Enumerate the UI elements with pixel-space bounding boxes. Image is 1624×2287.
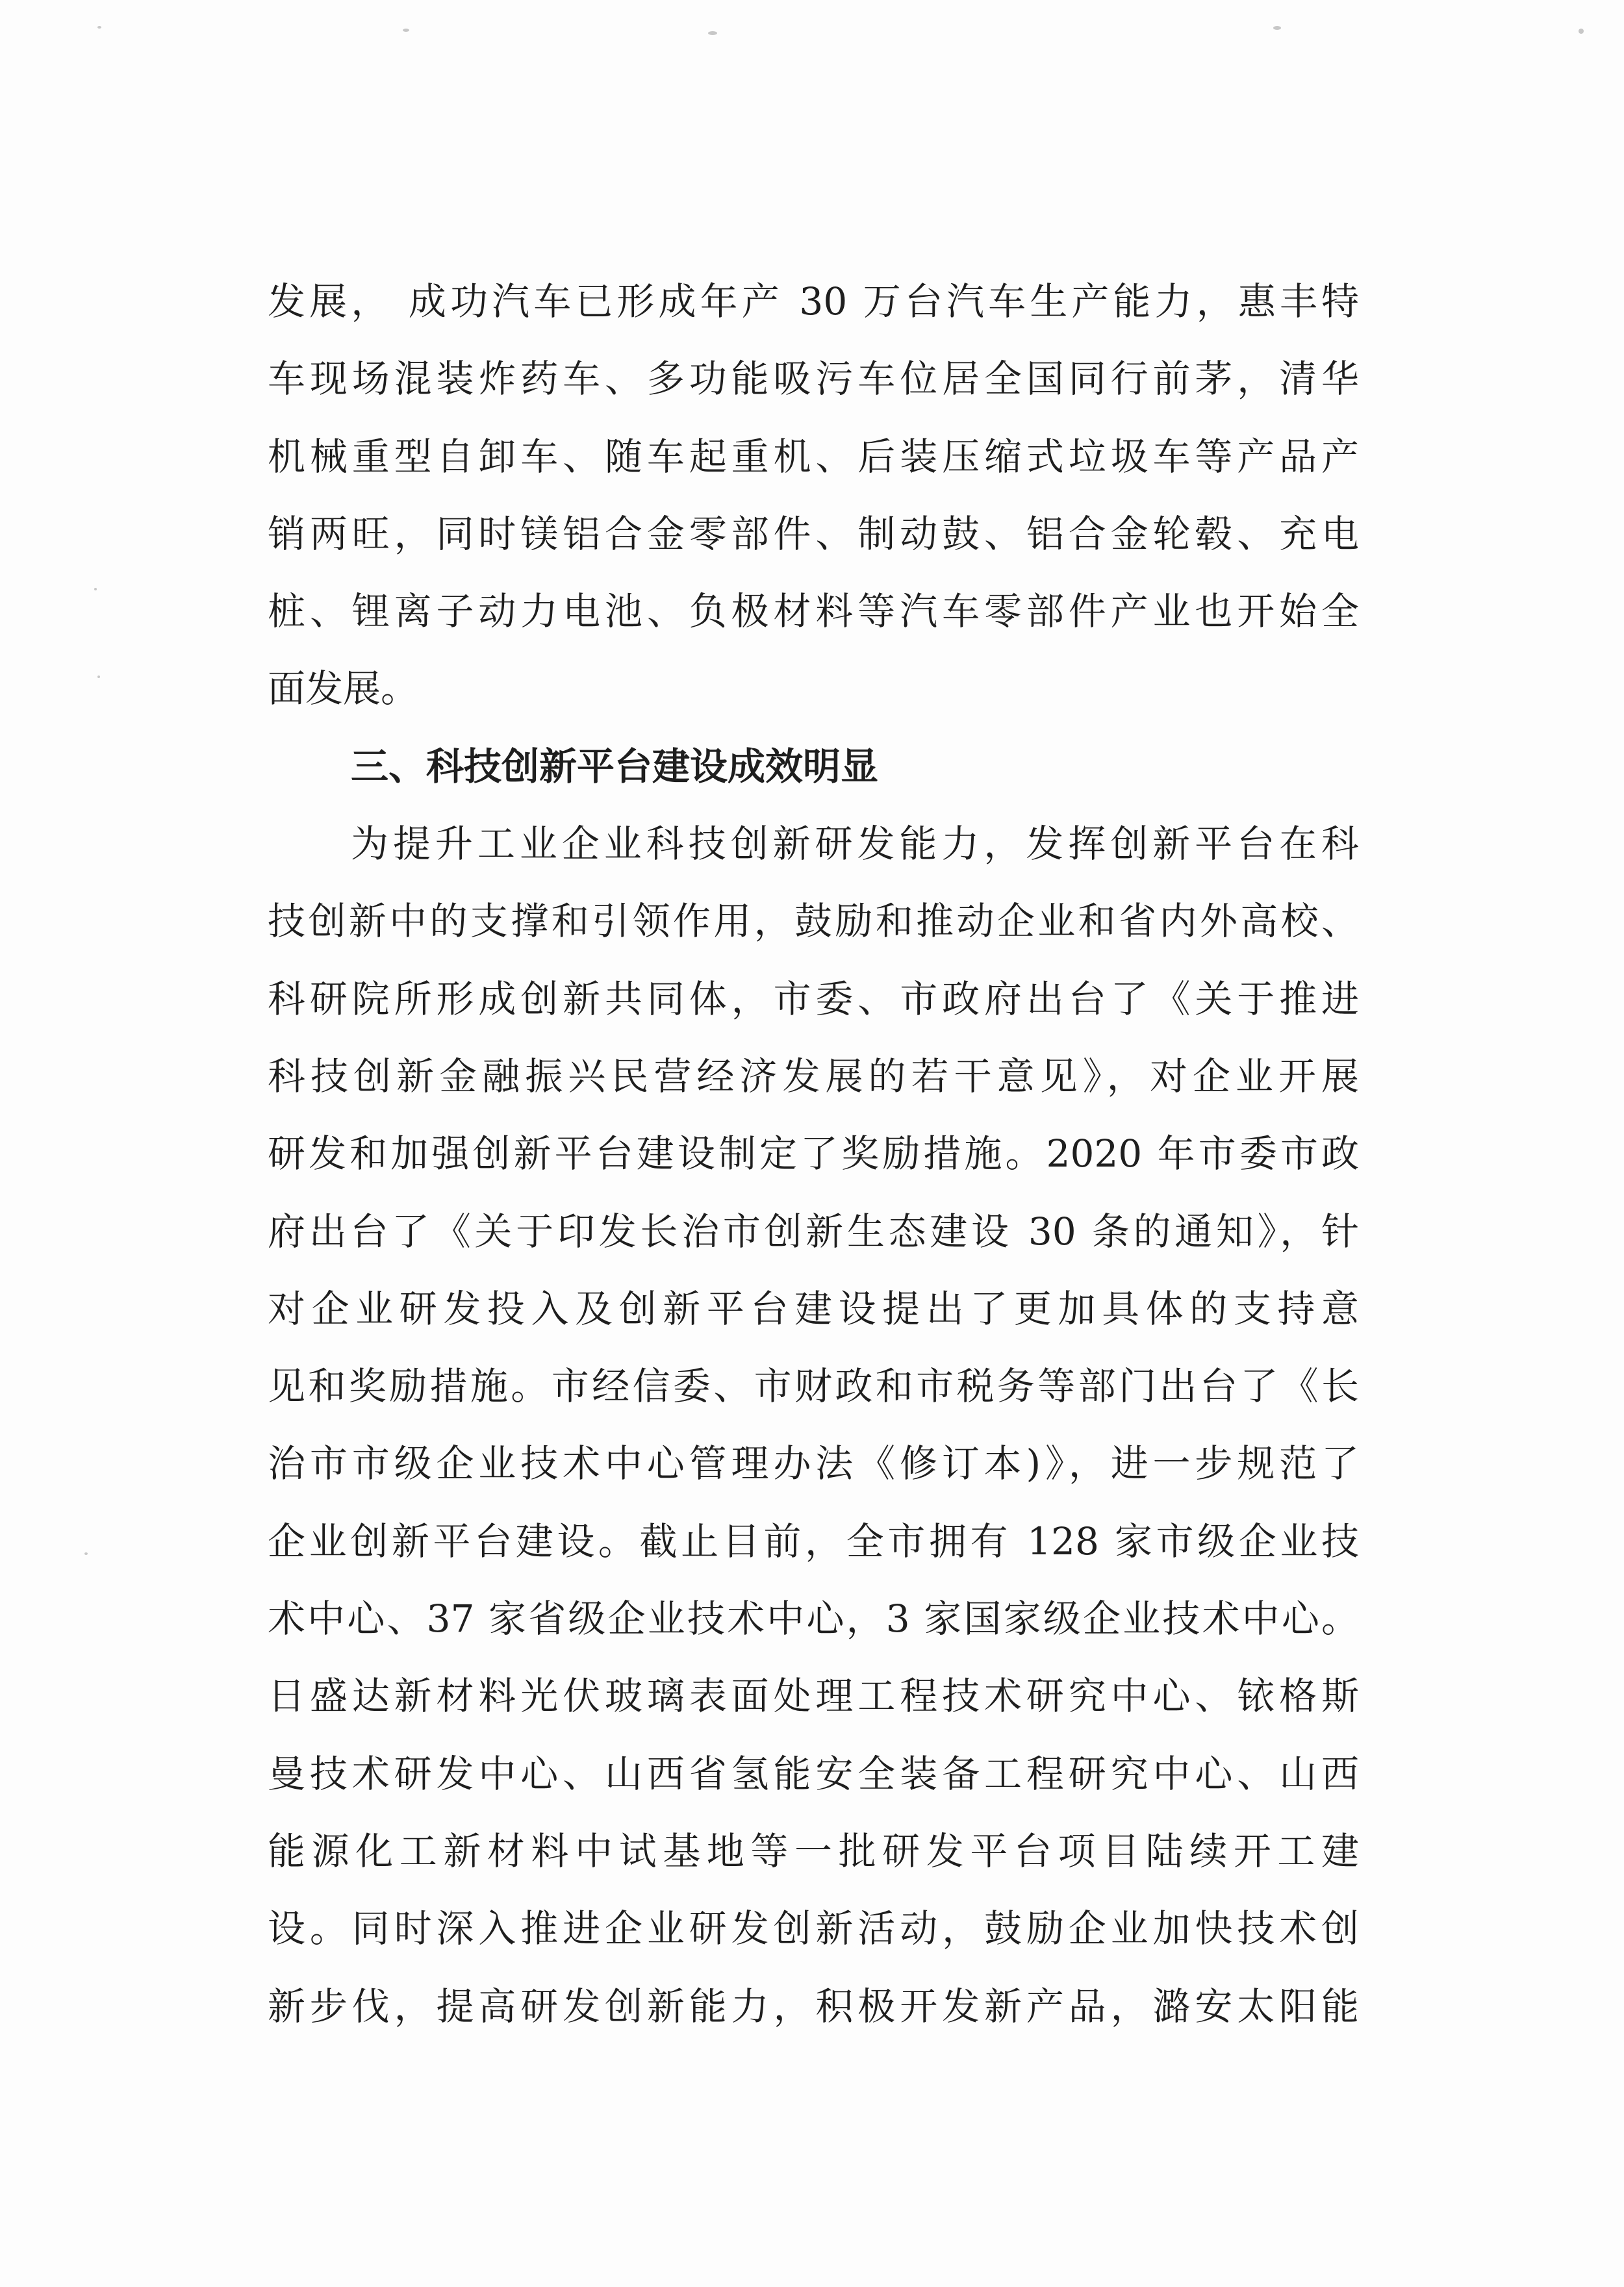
paragraph-main: [268, 805, 1359, 2045]
scan-speck: [1579, 29, 1584, 34]
scan-speck: [1273, 26, 1281, 30]
text-line: 新步伐，提高研发创新能力，积极开发新产品，潞安太阳能: [268, 1984, 1359, 2028]
text-line: 研发和加强创新平台建设制定了奖励措施。2020 年市委市政: [268, 1131, 1359, 1176]
text-line: 发展， 成功汽车已形成年产 30 万台汽车生产能力，惠丰特: [268, 279, 1359, 323]
text-line: 机械重型自卸车、随车起重机、后装压缩式垃圾车等产品产: [268, 434, 1359, 479]
text-line: 车现场混装炸药车、多功能吸污车位居全国同行前茅，清华: [268, 357, 1359, 401]
text-line: 术中心、37 家省级企业技术中心，3 家国家级企业技术中心。: [268, 1597, 1359, 1641]
section-heading: 三、科技创新平台建设成效明显: [351, 744, 879, 789]
text-line: 技创新中的支撑和引领作用，鼓励和推动企业和省内外高校、: [268, 899, 1359, 944]
text-line: 能源化工新材料中试基地等一批研发平台项目陆续开工建: [268, 1828, 1359, 1873]
text-line: 府出台了《关于印发长治市创新生态建设 30 条的通知》，针: [268, 1209, 1359, 1254]
scan-speck: [708, 31, 717, 35]
text-line: 设。同时深入推进企业研发创新活动，鼓励企业加快技术创: [268, 1906, 1359, 1951]
body-text: [268, 263, 1359, 2045]
scan-speck: [97, 26, 101, 29]
text-line: 桩、锂离子动力电池、负极材料等汽车零部件产业也开始全: [268, 589, 1359, 634]
scan-speck: [403, 29, 409, 32]
text-line: 企业创新平台建设。截止目前，全市拥有 128 家市级企业技: [268, 1519, 1359, 1563]
scan-speck: [97, 676, 100, 678]
text-line: 为提升工业企业科技创新研发能力，发挥创新平台在科: [351, 822, 1359, 866]
text-line: 对企业研发投入及创新平台建设提出了更加具体的支持意: [268, 1286, 1359, 1331]
text-line: 面发展。: [268, 666, 419, 711]
text-line: 治市市级企业技术中心管理办法《修订本)》，进一步规范了: [268, 1441, 1359, 1486]
text-line: 科技创新金融振兴民营经济发展的若干意见》，对企业开展: [268, 1054, 1359, 1098]
text-line: 日盛达新材料光伏玻璃表面处理工程技术研究中心、铱格斯: [268, 1674, 1359, 1719]
paragraph-continued: [268, 263, 1359, 728]
scan-speck: [94, 588, 97, 590]
text-line: 曼技术研发中心、山西省氢能安全装备工程研究中心、山西: [268, 1751, 1359, 1796]
scan-speck: [84, 1552, 88, 1555]
text-line: 见和奖励措施。市经信委、市财政和市税务等部门出台了《长: [268, 1364, 1359, 1409]
text-line: 科研院所形成创新共同体，市委、市政府出台了《关于推进: [268, 976, 1359, 1021]
text-line: 销两旺，同时镁铝合金零部件、制动鼓、铝合金轮毂、充电: [268, 511, 1359, 556]
